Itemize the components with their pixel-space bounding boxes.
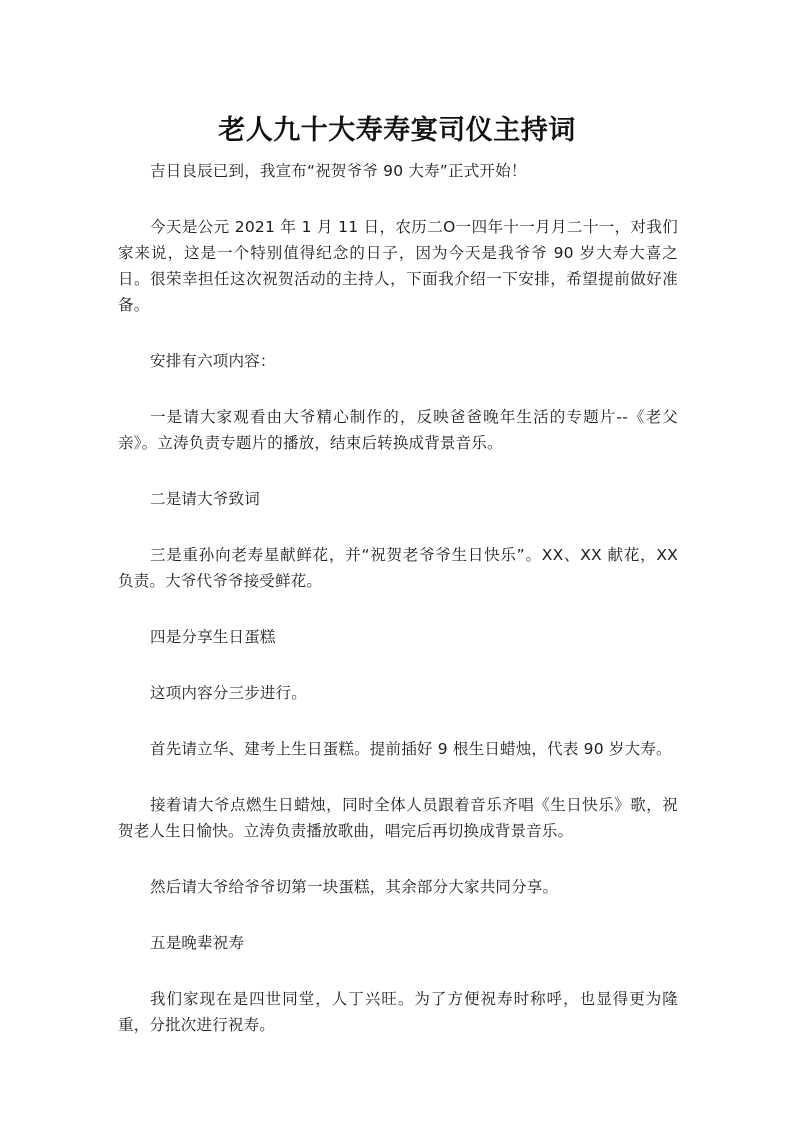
paragraph-item-three: 三是重孙向老寿星献鲜花，并“祝贺老爷爷生日快乐”。XX、XX 献花，XX 负责。大爷代爷爷接受鲜花。 bbox=[118, 546, 678, 590]
paragraph-item-two: 二是请大爷致词 bbox=[150, 490, 260, 508]
paragraph-item-four: 四是分享生日蛋糕 bbox=[150, 628, 276, 646]
document-title: 老人九十大寿寿宴司仪主持词 bbox=[218, 115, 576, 146]
paragraph-opening: 吉日良辰已到，我宣布“祝贺爷爷 90 大寿”正式开始！ bbox=[150, 162, 527, 180]
paragraph-step-first: 首先请立华、建考上生日蛋糕。提前插好 9 根生日蜡烛，代表 90 岁大寿。 bbox=[150, 740, 672, 758]
paragraph-item-five-detail: 我们家现在是四世同堂，人丁兴旺。为了方便祝寿时称呼，也显得更为隆重，分批次进行祝寿。 bbox=[118, 990, 678, 1034]
paragraph-step-then: 然后请大爷给爷爷切第一块蛋糕，其余部分大家共同分享。 bbox=[150, 878, 559, 896]
paragraph-item-five: 五是晚辈祝寿 bbox=[150, 934, 245, 952]
paragraph-agenda-overview: 安排有六项内容： bbox=[150, 352, 276, 370]
paragraph-step-next: 接着请大爷点燃生日蜡烛，同时全体人员跟着音乐齐唱《生日快乐》歌，祝贺老人生日愉快。立涛负责播放歌曲，唱完后再切换成背景音乐。 bbox=[118, 796, 678, 840]
document-body bbox=[118, 158, 678, 1068]
paragraph-item-four-steps: 这项内容分三步进行。 bbox=[150, 684, 308, 702]
paragraph-item-one: 一是请大家观看由大爷精心制作的，反映爸爸晚年生活的专题片--《老父亲》。立涛负责专题片的播放，结束后转换成背景音乐。 bbox=[118, 408, 678, 452]
paragraph-introduction: 今天是公元 2021 年 1 月 11 日，农历二O一四年十一月月二十一，对我们家来说，这是一个特别值得纪念的日子，因为今天是我爷爷 90 岁大寿大喜之日。很荣幸担任这次祝贺活动的主持人，下面我介绍一下安排，希望提前做好准备。 bbox=[118, 218, 678, 314]
